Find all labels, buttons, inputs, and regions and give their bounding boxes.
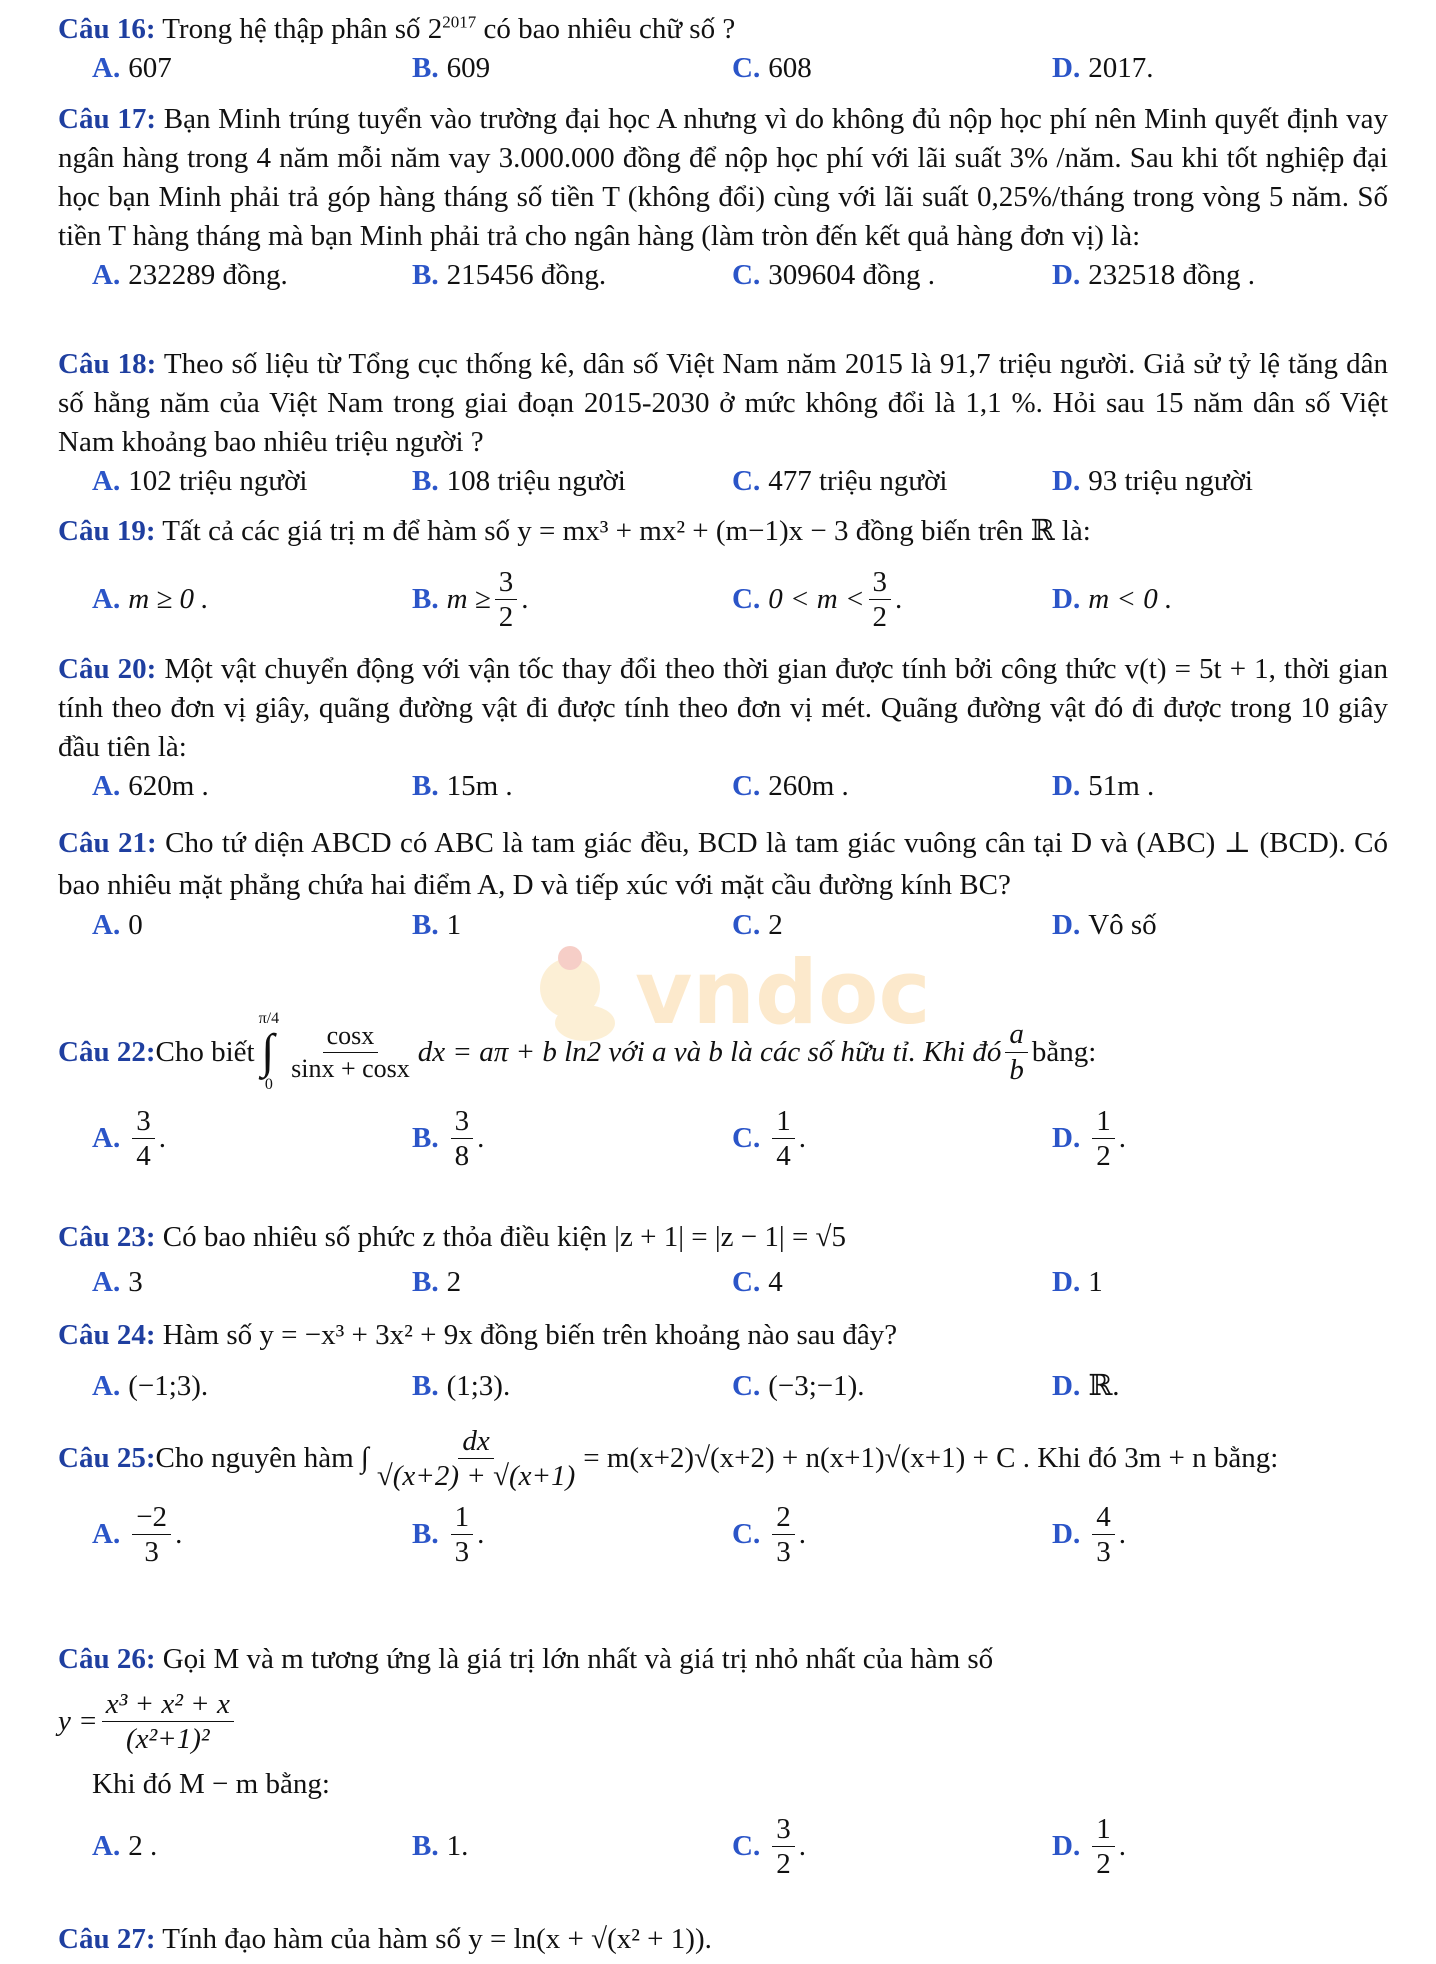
options-16	[58, 49, 1388, 88]
option-d[interactable]: D. m < 0 .	[1052, 583, 1173, 616]
option-d[interactable]: D. $\frac{4}{3}$ .	[1052, 1500, 1126, 1569]
option-d[interactable]: D. 232518 đồng .	[1052, 259, 1255, 291]
option-d[interactable]: D. $\frac{1}{2}$ .	[1052, 1812, 1126, 1881]
question-24: Câu 24: Hàm số y = −x³ + 3x² + 9x đồng biến trên khoảng nào sau đây? A. (−1;3). B. (1;3). C. (−3;−1). D. ℝ.	[58, 1316, 1388, 1406]
option-a[interactable]: A. 2 .	[92, 1830, 158, 1863]
options-25	[58, 1502, 1388, 1568]
option-b[interactable]: B. 1	[412, 909, 462, 941]
question-18: Câu 18: Theo số liệu từ Tổng cục thống kê, dân số Việt Nam năm 2015 là 91,7 triệu người. Giả sử tỷ lệ tăng dân số hằng năm của Việt Nam trong giai đoạn 2015-2030 ở mức không đổi là 1,1 %. Hỏi sau 15 năm dân số Việt Nam khoảng bao nhiêu triệu người ? A. 102 triệu người B. 108 triệu người C. 477 triệu người D. 93 triệu người	[58, 345, 1388, 501]
option-d[interactable]: D. ℝ.	[1052, 1370, 1120, 1402]
option-b[interactable]: B. 2	[412, 1266, 462, 1298]
option-b[interactable]: B. 1.	[412, 1830, 469, 1863]
options-24	[58, 1367, 1388, 1406]
question-25: Câu 25: Cho nguyên hàm ∫ $\frac{dx}{√(x+2) + √(x+1)}$ = m(x+2)√(x+2) + n(x+1)√(x+1) + C . Khi đó 3m + n bằng: A. $\frac{-2}{3}$ . B. $\frac{1}{3}$ . C. $\frac{2}{3}$ . D. $\frac{4}{3}$ .	[58, 1426, 1388, 1568]
options-22	[58, 1106, 1388, 1172]
option-b[interactable]: B. 609	[412, 52, 491, 84]
question-19: Câu 19: Tất cả các giá trị m để hàm số y = mx³ + mx² + (m−1)x − 3 đồng biến trên ℝ là: A. m ≥ 0 . B. m ≥ $\frac{3}{2}$ . C. 0 < m < $\frac{3}{2}$ . D. m < 0 .	[58, 512, 1388, 633]
question-17: Câu 17: Bạn Minh trúng tuyển vào trường đại học A nhưng vì do không đủ nộp học phí nên Minh quyết định vay ngân hàng trong 4 năm mỗi năm vay 3.000.000 đồng để nộp học phí với lãi suất 3% /năm. Sau khi tốt nghiệp đại học bạn Minh phải trả góp hàng tháng số tiền T (không đổi) cùng với lãi suất 0,25%/tháng trong vòng 5 năm. Số tiền T hàng tháng mà bạn Minh phải trả cho ngân hàng (làm tròn đến kết quả hàng đơn vị) là: A. 232289 đồng. B. 215456 đồng. C. 309604 đồng . D. 232518 đồng .	[58, 100, 1388, 295]
option-b[interactable]: B. 15m .	[412, 770, 513, 802]
option-d[interactable]: D. 1	[1052, 1266, 1103, 1298]
watermark-text: vndoc	[635, 941, 931, 1044]
option-c[interactable]: C. $\frac{3}{2}$ .	[732, 1812, 806, 1881]
question-22: Câu 22: Cho biết π/4 ∫ 0 $\frac{\cos x}{\sin x + \cos x}$ dx = aπ + b ln2 với a và b là các số hữu tỉ. Khi đó $\frac{a}{b}$ bằng: A. $\frac{3}{4}$ . B. $\frac{3}{8}$ . C. $\frac{1}{4}$ . D. $\frac{1}{2}$ .	[58, 1010, 1388, 1172]
option-c[interactable]: C. 608	[732, 52, 812, 84]
option-b[interactable]: B. $\frac{3}{8}$ .	[412, 1105, 485, 1173]
options-17	[58, 256, 1388, 295]
option-b[interactable]: B. 215456 đồng.	[412, 259, 607, 291]
options-26	[58, 1814, 1388, 1880]
question-23: Câu 23: Có bao nhiêu số phức z thỏa điều kiện |z + 1| = |z − 1| = √5 A. 3 B. 2 C. 4 D. 1	[58, 1218, 1388, 1302]
question-16: Câu 16: Trong hệ thập phân số $2^{2017}$ có bao nhiêu chữ số ? A. 607 B. 609 C. 608 D. 2017.	[58, 10, 1388, 88]
options-23	[58, 1263, 1388, 1302]
option-b[interactable]: B. (1;3).	[412, 1370, 511, 1402]
options-18	[58, 462, 1388, 501]
question-20: Câu 20: Một vật chuyển động với vận tốc thay đổi theo thời gian được tính bởi công thức v(t) = 5t + 1, thời gian tính theo đơn vị giây, quãng đường vật đi được tính theo đơn vị mét. Quãng đường vật đó đi được trong 10 giây đầu tiên là: A. 620m . B. 15m . C. 260m . D. 51m .	[58, 650, 1388, 806]
option-c[interactable]: C. 309604 đồng .	[732, 259, 935, 291]
option-c[interactable]: C. 4	[732, 1266, 783, 1298]
option-b[interactable]: B. m ≥ $\frac{3}{2}$ .	[412, 566, 529, 634]
option-a[interactable]: A. $\frac{3}{4}$ .	[92, 1105, 166, 1173]
option-d[interactable]: D. 51m .	[1052, 770, 1155, 802]
option-c[interactable]: C. 477 triệu người	[732, 465, 948, 497]
question-27: Câu 27: Tính đạo hàm của hàm số y = ln(x + √(x² + 1)).	[58, 1923, 712, 1955]
option-a[interactable]: A. 232289 đồng.	[92, 259, 288, 291]
option-a[interactable]: A. 3	[92, 1266, 143, 1298]
option-c[interactable]: C. 2	[732, 909, 783, 941]
option-c[interactable]: C. $\frac{1}{4}$ .	[732, 1105, 806, 1173]
options-19	[58, 567, 1388, 633]
option-d[interactable]: D. 2017.	[1052, 52, 1154, 84]
options-20	[58, 767, 1388, 806]
option-d[interactable]: D. $\frac{1}{2}$ .	[1052, 1105, 1126, 1173]
option-c[interactable]: C. (−3;−1).	[732, 1370, 865, 1402]
question-21: Câu 21: Cho tứ diện ABCD có ABC là tam giác đều, BCD là tam giác vuông cân tại D và (ABC) ⊥ (BCD). Có bao nhiêu mặt phẳng chứa hai điểm A, D và tiếp xúc với mặt cầu đường kính BC? A. 0 B. 1 C. 2 D. Vô số	[58, 822, 1388, 945]
option-b[interactable]: B. 108 triệu người	[412, 465, 626, 497]
option-a[interactable]: A. 607	[92, 52, 172, 84]
option-a[interactable]: A. 102 triệu người	[92, 465, 308, 497]
option-a[interactable]: A. 0	[92, 909, 143, 941]
option-c[interactable]: C. 0 < m < $\frac{3}{2}$ .	[732, 566, 903, 634]
option-a[interactable]: A. $\frac{-2}{3}$ .	[92, 1500, 183, 1569]
option-c[interactable]: C. $\frac{2}{3}$ .	[732, 1500, 806, 1569]
option-c[interactable]: C. 260m .	[732, 770, 849, 802]
option-a[interactable]: A. m ≥ 0 .	[92, 583, 209, 616]
option-b[interactable]: B. $\frac{1}{3}$ .	[412, 1500, 485, 1569]
options-21	[58, 906, 1388, 945]
option-a[interactable]: A. 620m .	[92, 770, 209, 802]
option-d[interactable]: D. 93 triệu người	[1052, 465, 1253, 497]
question-26: Câu 26: Gọi M và m tương ứng là giá trị lớn nhất và giá trị nhỏ nhất của hàm số y = $\frac{\text{x³ + x² + x}}{\text{(x²+1)²}}$ Khi đó M − m bằng: A. 2 . B. 1. C. $\frac{3}{2}$ . D. $\frac{1}{2}$ .	[58, 1640, 1388, 1880]
option-d[interactable]: D. Vô số	[1052, 909, 1157, 941]
option-a[interactable]: A. (−1;3).	[92, 1370, 209, 1402]
